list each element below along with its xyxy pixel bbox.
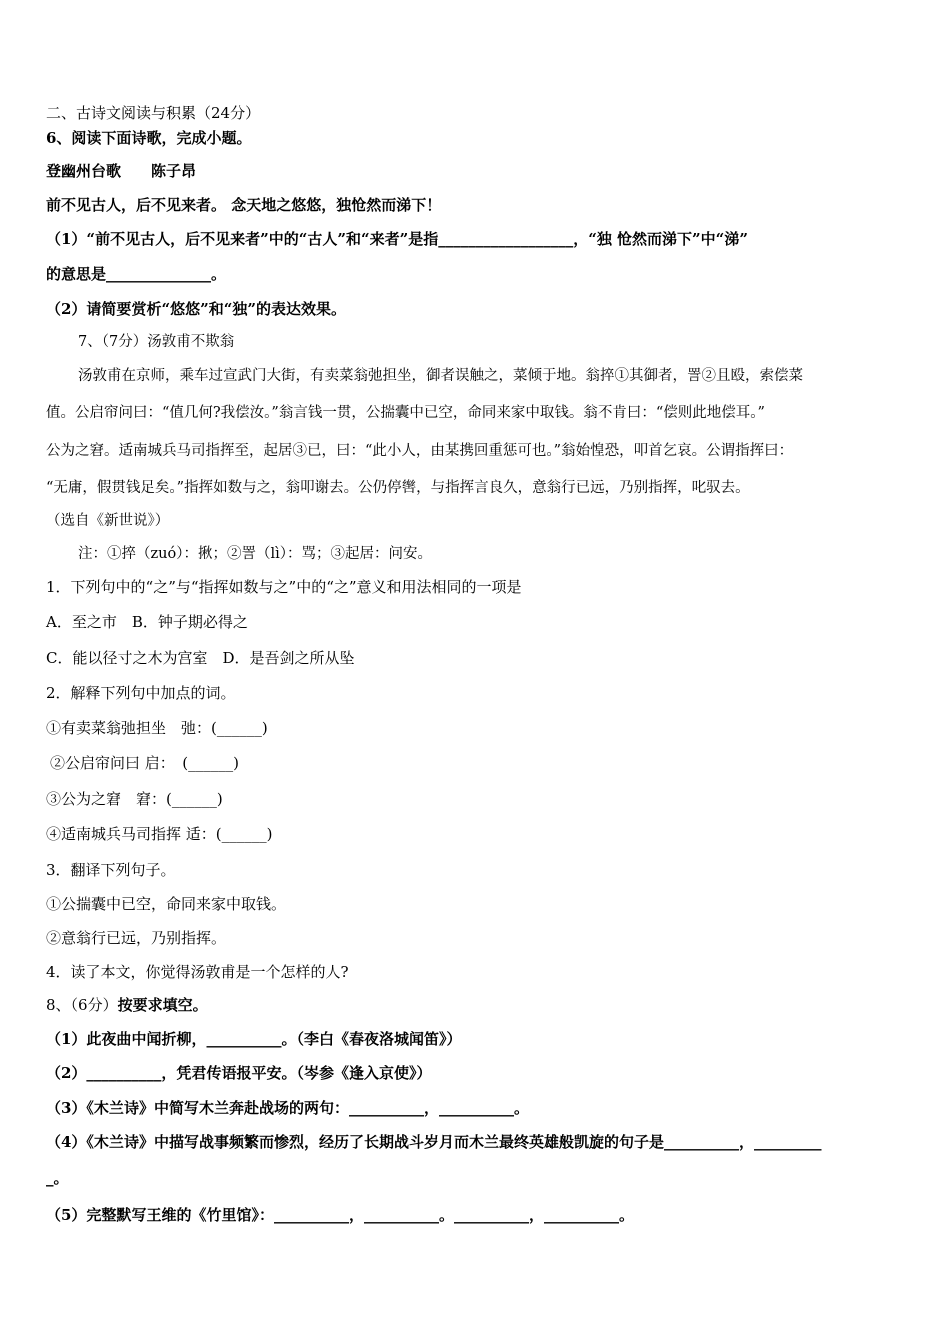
q7-item3: 3．翻译下列句子。 — [46, 861, 176, 879]
q7-item3-b: ②意翁行已远，乃别指挥。 — [46, 929, 227, 947]
poem-title: 登幽州台歌 陈子昂 — [46, 162, 197, 180]
q6-sub1-line2: 的意思是______________。 — [46, 265, 227, 283]
q8-sub5: （5）完整默写王维的《竹里馆》：__________，__________。__________，__________。 — [46, 1206, 634, 1224]
q8-heading — [46, 995, 910, 1015]
q7-item2-c: ③公为之窘 窘：(______) — [46, 790, 223, 808]
q7-item2: 2．解释下列句中加点的词。 — [46, 684, 236, 702]
q7-source: （选自《新世说》） — [46, 513, 170, 529]
section-title: 二、古诗文阅读与积累（24分） — [46, 104, 261, 122]
q8-heading-text: 按要求填空。 — [117, 996, 208, 1014]
q7-note: 注：①捽（zuó）：揪；②詈（lì）：骂；③起居：问安。 — [78, 546, 432, 562]
q6-heading: 6、阅读下面诗歌，完成小题。 — [46, 129, 252, 147]
q8-heading-number: 8、（6分） — [46, 996, 118, 1014]
q7-para-line2: 值。公启帘问曰：“值几何?我偿汝。”翁言钱一贯，公揣囊中已空，命同来家中取钱。翁不肯曰：“偿则此地偿耳。” — [46, 405, 765, 421]
q6-sub2: （2）请简要赏析“悠悠”和“独”的表达效果。 — [46, 300, 346, 318]
q7-heading: 7、（7分）汤敦甫不欺翁 — [78, 334, 235, 350]
q7-item1: 1．下列句中的“之”与“指挥如数与之”中的“之”意义和用法相同的一项是 — [46, 578, 522, 596]
q7-item1-options-ab: A．至之市 B．钟子期必得之 — [46, 613, 248, 631]
q8-sub2: （2）__________，凭君传语报平安。（岑参《逢入京使》） — [46, 1064, 432, 1082]
q8-sub4-line1: （4）《木兰诗》中描写战事频繁而惨烈，经历了长期战斗岁月而木兰最终英雄般凯旋的句子是__________，_________ — [46, 1133, 822, 1151]
q6-sub1-line1: （1）“前不见古人，后不见来者”中的“古人”和“来者”是指__________________，“独 怆然而涕下”中“涕” — [46, 230, 748, 248]
q7-item2-a: ①有卖菜翁弛担坐 弛：(______) — [46, 719, 268, 737]
q7-item3-a: ①公揣囊中已空，命同来家中取钱。 — [46, 895, 287, 913]
q8-sub4-line2: _。 — [46, 1169, 69, 1187]
q7-para-line3: 公为之窘。适南城兵马司指挥至，起居③已，曰：“此小人，由某携回重惩可也。”翁始惶恐，叩首乞哀。公谓指挥曰： — [46, 443, 794, 459]
poem-text: 前不见古人，后不见来者。 念天地之悠悠，独怆然而涕下！ — [46, 196, 442, 214]
q7-item2-b: ②公启帘问曰 启： (______) — [50, 754, 239, 772]
q7-item1-options-cd: C．能以径寸之木为宫室 D．是吾剑之所从坠 — [46, 649, 355, 667]
q8-sub3: （3）《木兰诗》中简写木兰奔赴战场的两句：__________，__________。 — [46, 1099, 529, 1117]
q8-sub1: （1）此夜曲中闻折柳，__________。（李白《春夜洛城闻笛》） — [46, 1030, 462, 1048]
q7-item4: 4．读了本文，你觉得汤敦甫是一个怎样的人? — [46, 963, 349, 981]
q7-para-line4: “无庸，假贯钱足矣。”指挥如数与之，翁叩谢去。公仍停辔，与指挥言良久，意翁行已远，乃别指挥，叱驭去。 — [46, 480, 750, 496]
q7-item2-d: ④适南城兵马司指挥 适：(______) — [46, 825, 273, 843]
q7-para-line1: 汤敦甫在京师，乘车过宣武门大街，有卖菜翁弛担坐，御者误触之，菜倾于地。翁捽①其御者，詈②且殴，索偿菜 — [78, 368, 803, 384]
